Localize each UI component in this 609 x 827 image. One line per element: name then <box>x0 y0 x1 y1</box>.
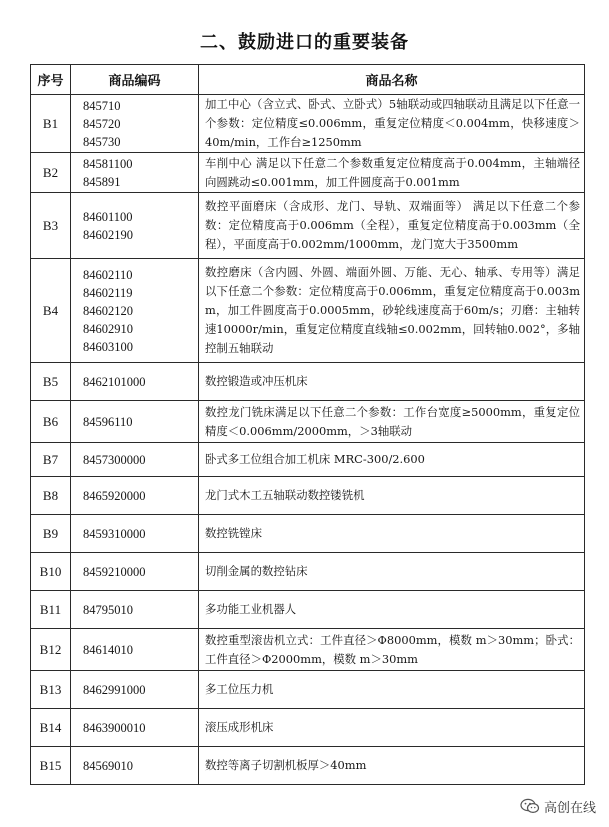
row-name: 切削金属的数控钻床 <box>199 553 585 591</box>
commodity-code: 84596110 <box>83 414 133 429</box>
table-row <box>31 477 585 515</box>
row-codes <box>71 747 199 785</box>
row-codes <box>71 629 199 671</box>
commodity-code: 8465920000 <box>83 488 146 503</box>
table-row <box>31 401 585 443</box>
watermark <box>520 795 596 817</box>
commodity-code: 8462991000 <box>83 682 146 697</box>
row-seq: B7 <box>31 443 71 477</box>
commodity-code: 845891 <box>83 174 121 189</box>
table-row <box>31 193 585 259</box>
row-name: 数控平面磨床（含成形、龙门、导轨、双端面等） 满足以下任意二个参数：定位精度高于0.006mm（全程），重复定位精度高于0.003mm（全程），平面度高于0.002mm/1000mm，龙门宽大于3500mm <box>199 193 585 259</box>
row-name: 数控锻造或冲压机床 <box>199 363 585 401</box>
table-row <box>31 629 585 671</box>
commodity-code: 8459310000 <box>83 526 146 541</box>
table-row <box>31 591 585 629</box>
commodity-code: 8462101000 <box>83 374 146 389</box>
table-row <box>31 747 585 785</box>
row-name: 多工位压力机 <box>199 671 585 709</box>
row-seq: B13 <box>31 671 71 709</box>
header-code: 商品编码 <box>71 65 199 95</box>
row-seq: B15 <box>31 747 71 785</box>
row-codes <box>71 709 199 747</box>
commodity-code: 845710 <box>83 98 121 113</box>
table-row <box>31 259 585 363</box>
commodity-code: 845730 <box>83 134 121 149</box>
commodity-code: 84795010 <box>83 602 133 617</box>
commodity-code: 84601100 <box>83 209 133 224</box>
row-codes <box>71 193 199 259</box>
table-header-row <box>31 65 585 95</box>
commodity-code: 84602910 <box>83 321 133 336</box>
commodity-code: 84581100 <box>83 156 133 171</box>
table-row <box>31 671 585 709</box>
commodity-code: 84614010 <box>83 642 133 657</box>
row-codes <box>71 95 199 153</box>
commodity-code: 84602190 <box>83 227 133 242</box>
row-codes <box>71 259 199 363</box>
row-name: 龙门式木工五轴联动数控镂铣机 <box>199 477 585 515</box>
commodity-code: 84602119 <box>83 285 133 300</box>
commodity-code: 8463900010 <box>83 720 146 735</box>
table-row <box>31 95 585 153</box>
table-row <box>31 515 585 553</box>
row-seq: B4 <box>31 259 71 363</box>
row-name: 卧式多工位组合加工机床 MRC-300/2.600 <box>199 443 585 477</box>
row-name: 滚压成形机床 <box>199 709 585 747</box>
commodity-code: 84603100 <box>83 339 133 354</box>
row-name: 数控重型滚齿机立式：工件直径＞Φ8000mm，模数 m＞30mm；卧式：工件直径＞Φ2000mm，模数 m＞30mm <box>199 629 585 671</box>
row-name: 数控磨床（含内圆、外圆、端面外圆、万能、无心、轴承、专用等）满足以下任意二个参数：定位精度高于0.006mm，重复定位精度高于0.003mm，加工件圆度高于0.0005mm，砂轮线速度高于60m/s；刃磨：主轴转速10000r/min，重复定位精度直线轴≤0.002mm，回转轴0.002°，多轴控制五轴联动 <box>199 259 585 363</box>
row-codes <box>71 443 199 477</box>
watermark-text: 高创在线 <box>544 800 597 816</box>
row-codes <box>71 363 199 401</box>
row-seq: B9 <box>31 515 71 553</box>
row-name: 数控等离子切割机板厚＞40mm <box>199 747 585 785</box>
row-codes <box>71 401 199 443</box>
row-seq: B5 <box>31 363 71 401</box>
table-row <box>31 709 585 747</box>
table-row <box>31 363 585 401</box>
row-seq: B12 <box>31 629 71 671</box>
row-seq: B10 <box>31 553 71 591</box>
row-name: 加工中心（含立式、卧式、立卧式）5轴联动或四轴联动且满足以下任意一个参数：定位精度≤0.006mm，重复定位精度＜0.004mm，快移速度＞40m/min，工作台≥1250mm <box>199 95 585 153</box>
wechat-icon <box>520 798 540 814</box>
document-title: 二、鼓励进口的重要装备 <box>200 32 409 53</box>
commodity-code: 84602120 <box>83 303 133 318</box>
row-seq: B14 <box>31 709 71 747</box>
commodity-code: 84569010 <box>83 758 133 773</box>
table-row <box>31 153 585 193</box>
row-name: 数控龙门铣床满足以下任意二个参数：工作台宽度≥5000mm，重复定位精度＜0.006mm/2000mm，＞3轴联动 <box>199 401 585 443</box>
row-name: 数控铣镗床 <box>199 515 585 553</box>
row-seq: B6 <box>31 401 71 443</box>
commodity-code: 84602110 <box>83 267 133 282</box>
header-name: 商品名称 <box>199 65 585 95</box>
row-codes <box>71 591 199 629</box>
commodity-code: 845720 <box>83 116 121 131</box>
row-codes <box>71 477 199 515</box>
equipment-table <box>30 64 585 785</box>
row-name: 多功能工业机器人 <box>199 591 585 629</box>
table-row <box>31 553 585 591</box>
commodity-code: 8459210000 <box>83 564 146 579</box>
header-seq: 序号 <box>31 65 71 95</box>
table-row <box>31 443 585 477</box>
row-codes <box>71 553 199 591</box>
row-seq: B8 <box>31 477 71 515</box>
commodity-code: 8457300000 <box>83 452 146 467</box>
row-codes <box>71 671 199 709</box>
row-codes <box>71 153 199 193</box>
row-name: 车削中心 满足以下任意二个参数重复定位精度高于0.004mm，主轴端径向圆跳动≤0.001mm，加工件圆度高于0.001mm <box>199 153 585 193</box>
row-seq: B3 <box>31 193 71 259</box>
row-seq: B11 <box>31 591 71 629</box>
row-seq: B1 <box>31 95 71 153</box>
row-codes <box>71 515 199 553</box>
row-seq: B2 <box>31 153 71 193</box>
